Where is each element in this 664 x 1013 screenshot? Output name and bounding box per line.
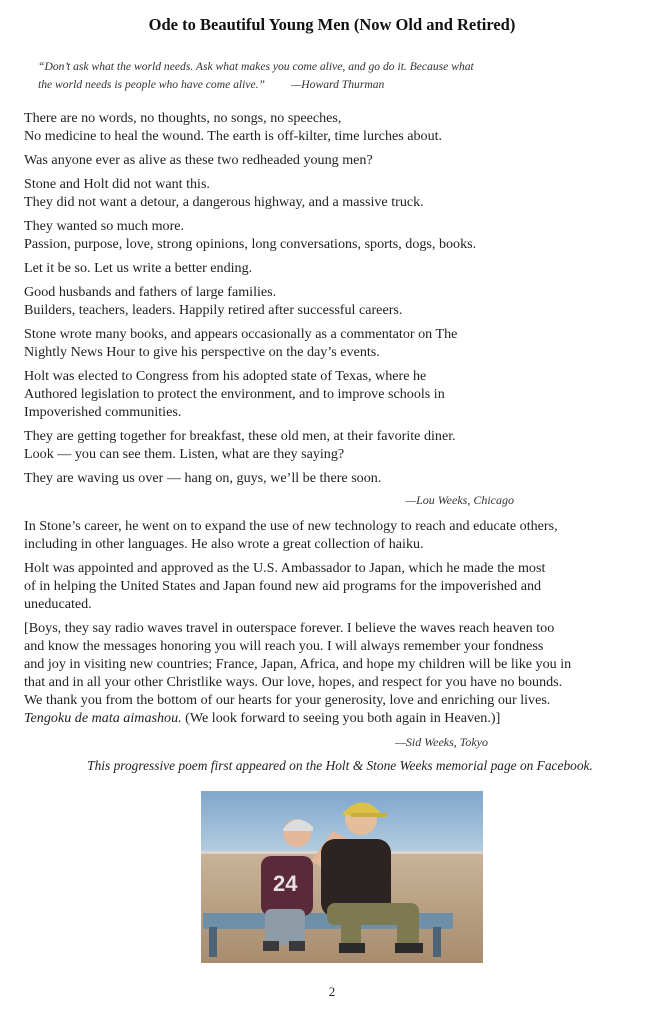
stanza bbox=[24, 151, 656, 169]
stanza bbox=[24, 469, 656, 487]
prose-line: uneducated. bbox=[24, 596, 92, 612]
poem-line: No medicine to heal the wound. The earth is off-kilter, time lurches about. bbox=[24, 128, 443, 144]
prose-line bbox=[24, 709, 656, 727]
epigraph-quote-line bbox=[38, 76, 598, 94]
poem-line: There are no words, no thoughts, no songs, no speeches, bbox=[24, 110, 342, 126]
page-body bbox=[24, 109, 656, 775]
poem-line: Holt was elected to Congress from his adopted state of Texas, where he bbox=[24, 368, 427, 384]
poem-line: Let it be so. Let us write a better ending. bbox=[24, 260, 253, 276]
poem-line: Stone wrote many books, and appears occasionally as a commentator on The bbox=[24, 326, 458, 342]
stanza bbox=[24, 325, 656, 361]
poem bbox=[24, 109, 656, 509]
page-number: 2 bbox=[328, 984, 336, 999]
epigraph-quote-line: “Don’t ask what the world needs. Ask what makes you come alive, and go do it. Because what bbox=[38, 60, 474, 73]
epigraph-attribution: —Howard Thurman bbox=[291, 78, 385, 91]
prose-line: Holt was appointed and approved as the U.S. Ambassador to Japan, which he made the most bbox=[24, 560, 546, 576]
prose-line: and know the messages honoring you will reach you. I will always remember your fondness bbox=[24, 638, 544, 654]
epigraph-quote-end: the world needs is people who have come alive.” bbox=[38, 78, 265, 91]
prose-line: including in other languages. He also wrote a great collection of haiku. bbox=[24, 536, 424, 552]
poem-signature: —Lou Weeks, Chicago bbox=[405, 493, 514, 507]
prose-line: [Boys, they say radio waves travel in outerspace forever. I believe the waves reach heaven too bbox=[24, 620, 555, 636]
stanza bbox=[24, 367, 656, 421]
poem-line: Authored legislation to protect the environment, and to improve schools in bbox=[24, 386, 445, 402]
japanese-phrase: Tengoku de mata aimashou. bbox=[24, 710, 182, 726]
prose-line: and joy in visiting new countries; France, Japan, Africa, and hope my children will be like you in bbox=[24, 656, 572, 672]
stanza bbox=[24, 427, 656, 463]
stanza bbox=[24, 175, 656, 211]
tribute-signature: —Sid Weeks, Tokyo bbox=[395, 735, 488, 749]
stanza bbox=[24, 283, 656, 319]
poem-line: Impoverished communities. bbox=[24, 404, 182, 420]
prose-line: We thank you from the bottom of our hearts for your generosity, love and enriching our lives. bbox=[24, 692, 551, 708]
poem-line: They are getting together for breakfast, these old men, at their favorite diner. bbox=[24, 428, 456, 444]
paragraph-stone bbox=[24, 517, 656, 553]
poem-line: They are waving us over — hang on, guys, we’ll be there soon. bbox=[24, 470, 382, 486]
poem-line: They did not want a detour, a dangerous highway, and a massive truck. bbox=[24, 194, 424, 210]
poem-line: Was anyone ever as alive as these two redheaded young men? bbox=[24, 152, 373, 168]
beach-photo-illustration bbox=[201, 791, 483, 963]
page-title: Ode to Beautiful Young Men (Now Old and Retired) bbox=[148, 15, 516, 34]
prose-line: of in helping the United States and Japan found new aid programs for the impoverished and bbox=[24, 578, 542, 594]
stanza bbox=[24, 259, 656, 277]
paragraph-tribute bbox=[24, 619, 656, 727]
prose-line: In Stone’s career, he went on to expand the use of new technology to reach and educate others, bbox=[24, 518, 558, 534]
poem-line: Nightly News Hour to give his perspective on the day’s events. bbox=[24, 344, 380, 360]
memorial-photo bbox=[201, 791, 483, 963]
prose-line: that and in all your other Christlike ways. Our love, hopes, and respect for you have no bounds. bbox=[24, 674, 563, 690]
epigraph bbox=[38, 58, 598, 94]
translation-text: (We look forward to seeing you both again in Heaven.)] bbox=[181, 710, 501, 726]
stanza bbox=[24, 109, 656, 145]
stanza bbox=[24, 217, 656, 253]
poem-line: Passion, purpose, love, strong opinions, long conversations, sports, dogs, books. bbox=[24, 236, 477, 252]
publication-note: This progressive poem first appeared on the Holt & Stone Weeks memorial page on Facebook. bbox=[87, 758, 593, 773]
poem-line: Look — you can see them. Listen, what are they saying? bbox=[24, 446, 345, 462]
poem-line: Good husbands and fathers of large families. bbox=[24, 284, 277, 300]
poem-line: Stone and Holt did not want this. bbox=[24, 176, 210, 192]
paragraph-holt bbox=[24, 559, 656, 613]
svg-text:24: 24 bbox=[273, 871, 298, 896]
poem-line: Builders, teachers, leaders. Happily retired after successful careers. bbox=[24, 302, 403, 318]
poem-line: They wanted so much more. bbox=[24, 218, 185, 234]
